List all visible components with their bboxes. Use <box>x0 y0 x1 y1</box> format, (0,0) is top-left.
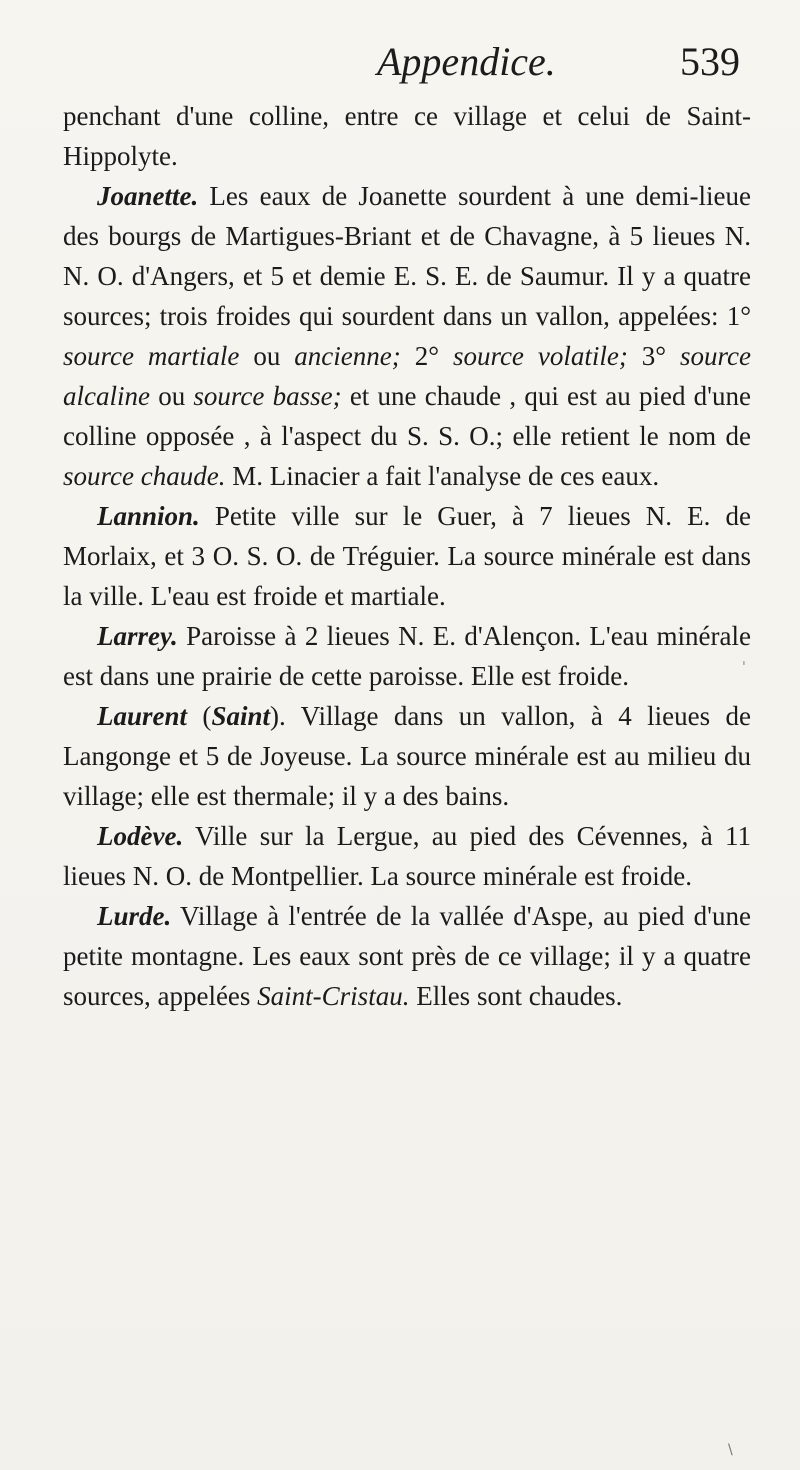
source-name: source alcaline <box>63 341 751 411</box>
entry-text: Ville sur la Lergue, au pied des Cévennes, à 11 lieues N. O. de Montpellier. La source minérale est froide. <box>63 821 751 891</box>
entry-term: Lurde. <box>97 901 172 931</box>
entry-term: Larrey. <box>97 621 178 651</box>
running-title: Appendice. <box>377 39 556 84</box>
entry-text: Petite ville sur le Guer, à 7 lieues N. E. de Morlaix, et 3 O. S. O. de Tréguier. La source minérale est dans la ville. L'eau est froide et martiale. <box>63 501 751 611</box>
body-text <box>63 96 751 1016</box>
entry-text: Les eaux de Joanette sourdent à une demi-lieue des bourgs de Martigues-Briant et de Chavagne, à 5 lieues N. N. O. d'Angers, et 5 et demie E. S. E. de Saumur. Il y a quatre sources; trois froides qui sourdent dans un vallon, appelées: 1° <box>63 181 751 331</box>
entry-text: ou <box>149 381 194 411</box>
source-name: source basse; <box>193 381 342 411</box>
entry-term: Lannion. <box>97 501 200 531</box>
entry-lurde <box>63 896 751 1016</box>
source-name: ancienne; <box>294 341 401 371</box>
entry-term: Lodève. <box>97 821 184 851</box>
margin-speck: \ <box>728 1442 733 1458</box>
entry-text: et une chaude , qui est au pied d'une colline opposée , à l'aspect du S. S. O.; elle retient le nom de <box>63 381 752 451</box>
page-number: 539 <box>680 39 740 84</box>
paragraph-text: penchant d'une colline, entre ce village et celui de Saint-Hippolyte. <box>63 101 751 171</box>
entry-laurent <box>63 696 751 816</box>
source-name: source chaude. <box>63 461 226 491</box>
entry-lodeve <box>63 816 751 896</box>
entry-term: Laurent <box>97 701 188 731</box>
entry-term-qualifier: Saint <box>211 701 270 731</box>
entry-larrey <box>63 616 751 696</box>
source-name: source volatile; <box>452 341 628 371</box>
entry-text: ). <box>269 701 286 731</box>
entry-joanette <box>63 176 751 496</box>
entry-text: ou <box>239 341 295 371</box>
entry-text: ( <box>187 701 212 731</box>
entry-text: Village dans un vallon, à 4 lieues de Langonge et 5 de Joyeuse. La source minérale est au milieu du village; elle est thermale; il y a des bains. <box>63 701 751 811</box>
entry-term: Joanette. <box>97 181 199 211</box>
entry-text: Paroisse à 2 lieues N. E. d'Alençon. L'eau minérale est dans une prairie de cette paroisse. Elle est froide. <box>63 621 751 691</box>
entry-lannion <box>63 496 751 616</box>
paragraph-continuation <box>63 96 751 176</box>
entry-text: 3° <box>627 341 681 371</box>
source-name: Saint-Cristau. <box>257 981 410 1011</box>
entry-text: Elles sont chaudes. <box>409 981 623 1011</box>
source-name: source martiale <box>63 341 240 371</box>
entry-text: M. Linacier a fait l'analyse de ces eaux. <box>225 461 660 491</box>
entry-text: Village à l'entrée de la vallée d'Aspe, au pied d'une petite montagne. Les eaux sont près de ce village; il y a quatre sources, appelées <box>63 901 751 1011</box>
margin-speck: ˈ <box>742 660 746 676</box>
entry-text: 2° <box>400 341 453 371</box>
page-header <box>60 38 740 98</box>
